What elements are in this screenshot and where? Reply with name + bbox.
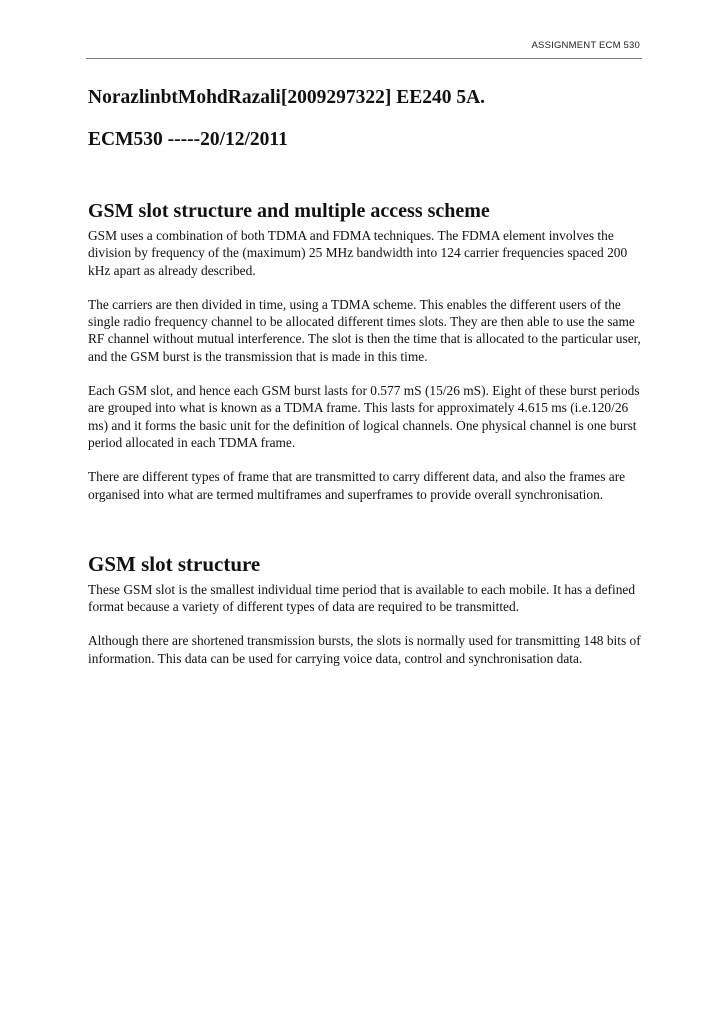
- section-heading: GSM slot structure and multiple access scheme: [88, 200, 490, 222]
- document-body: [88, 86, 644, 667]
- paragraph: There are different types of frame that are transmitted to carry different data, and also the frames are organised into what are termed multiframes and superframes to provide overall synchronisation.: [88, 469, 626, 502]
- header-label: ASSIGNMENT ECM 530: [531, 40, 640, 51]
- header-rule: [86, 58, 642, 59]
- paragraph: The carriers are then divided in time, using a TDMA scheme. This enables the different users of the single radio frequency channel to be allocated different times slots. They are then able to use the same RF channel without mutual interference. The slot is then the time that is allocated to the particular user, and the GSM burst is the transmission that is made in this time.: [88, 296, 641, 364]
- paragraph: These GSM slot is the smallest individual time period that is available to each mobile. It has a defined format because a variety of different types of data are required to be transmitted.: [88, 581, 636, 615]
- paragraph: Each GSM slot, and hence each GSM burst lasts for 0.577 mS (15/26 mS). Eight of these burst periods are grouped into what is known as a TDMA frame. This lasts for approximately 4.615 ms (i.e.120/26 ms) and it forms the basic unit for the definition of logical channels. One physical channel is one burst period allocated in each TDMA frame.: [88, 383, 640, 450]
- paragraph: Although there are shortened transmission bursts, the slots is normally used for transmitting 148 bits of information. This data can be used for carrying voice data, control and synchronisation data.: [88, 633, 641, 666]
- section-heading: GSM slot structure: [88, 551, 261, 576]
- paragraph: GSM uses a combination of both TDMA and FDMA techniques. The FDMA element involves the division by frequency of the (maximum) 25 MHz bandwidth into 124 carrier frequencies spaced 200 kHz apart as already described.: [88, 228, 628, 278]
- author-line: NorazlinbtMohdRazali[2009297322] EE240 5A.: [88, 87, 486, 108]
- course-date-line: ECM530 -----20/12/2011: [88, 129, 288, 150]
